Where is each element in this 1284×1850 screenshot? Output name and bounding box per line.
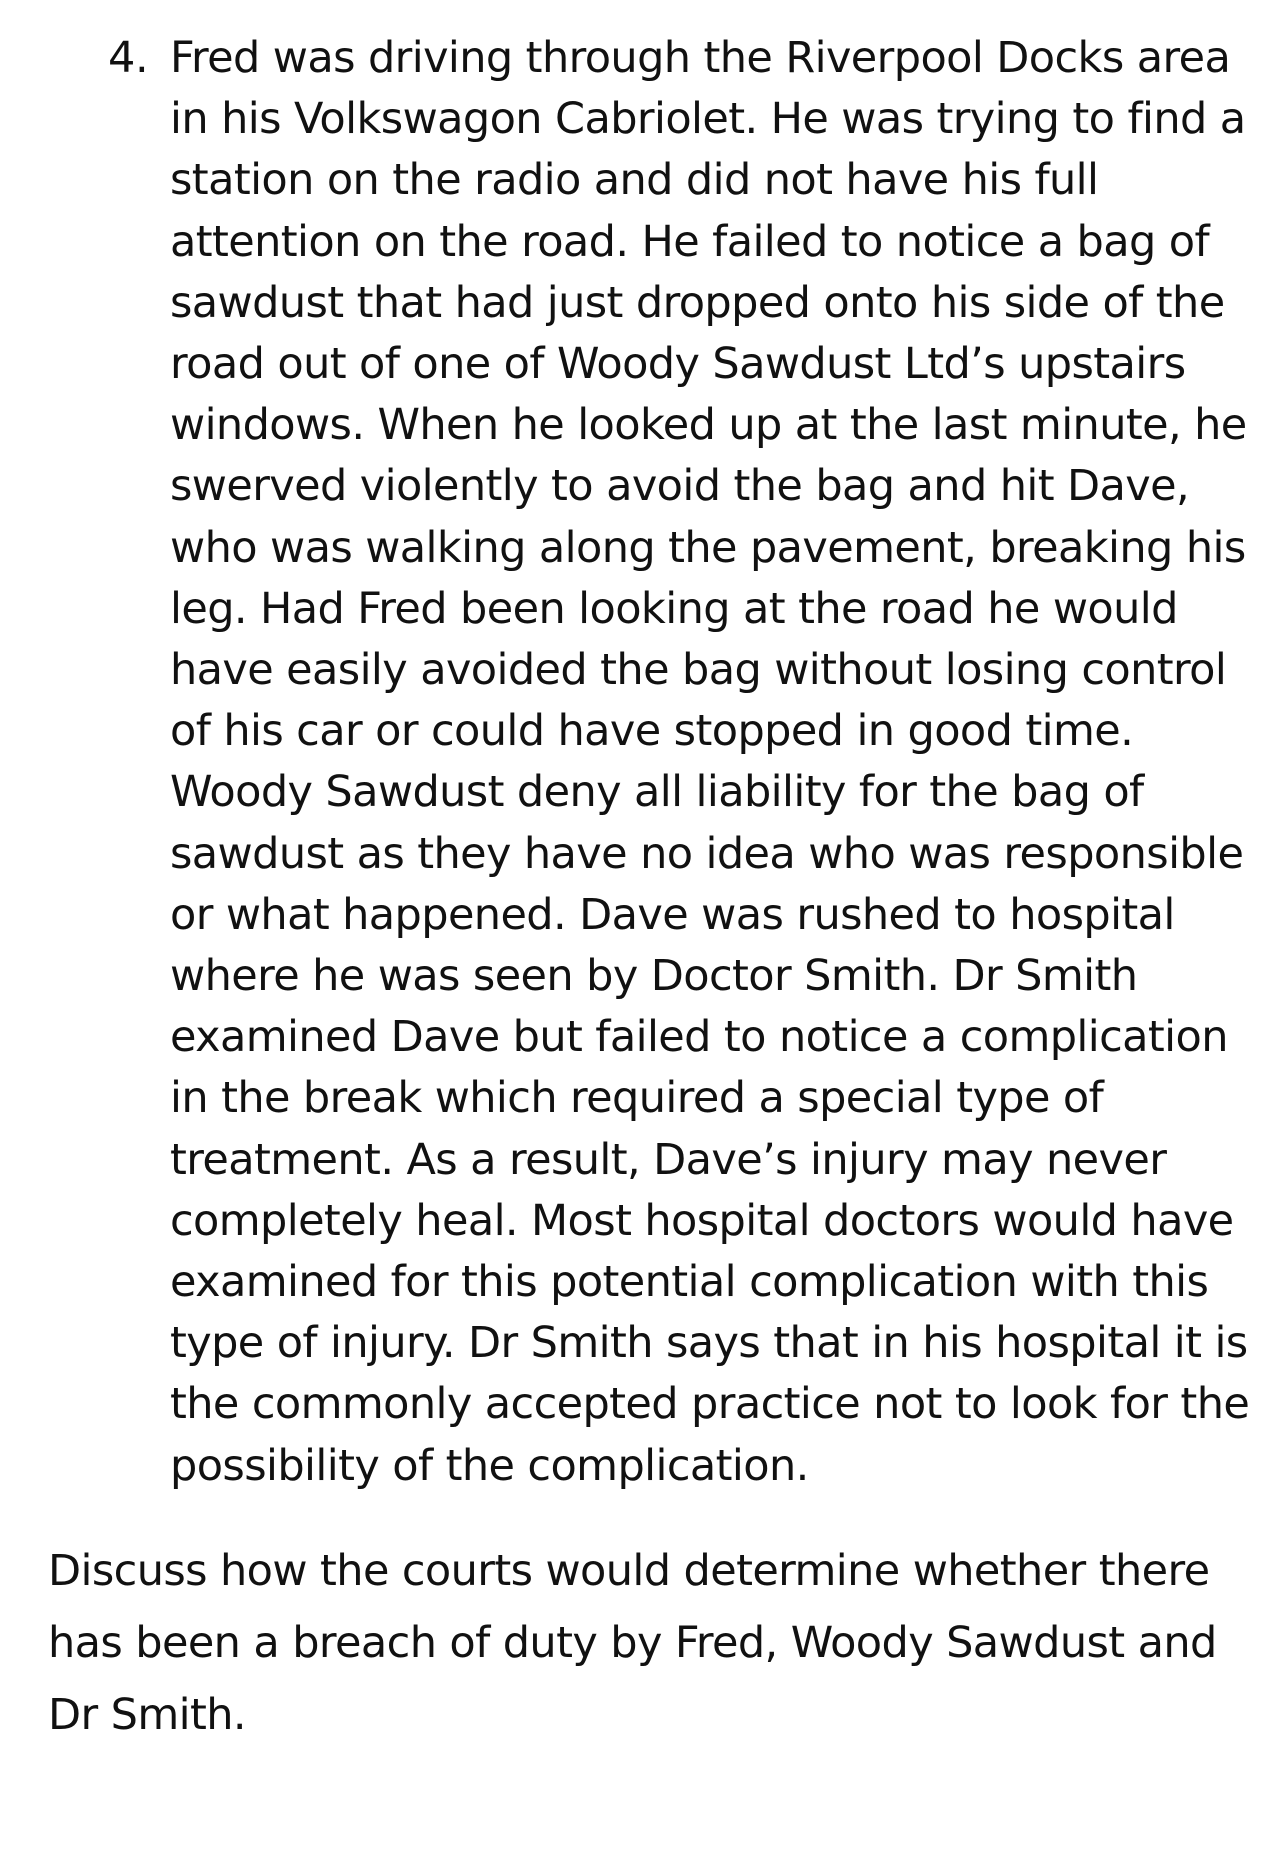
question-line: in the break which required a special type of	[170, 1073, 1104, 1124]
question-line: of his car or could have stopped in good time.	[170, 706, 1134, 757]
prompt-line: has been a breach of duty by Fred, Woody Sawdust and	[48, 1618, 1217, 1668]
prompt-line: Dr Smith.	[48, 1690, 246, 1740]
question-scenario-text	[170, 28, 1270, 1497]
question-line: completely heal. Most hospital doctors would have	[170, 1195, 1234, 1246]
question-line: Woody Sawdust deny all liability for the bag of	[170, 767, 1144, 818]
question-line: who was walking along the pavement, breaking his	[170, 522, 1246, 573]
question-line: treatment. As a result, Dave’s injury may never	[170, 1134, 1167, 1185]
question-line: road out of one of Woody Sawdust Ltd’s upstairs	[170, 339, 1186, 390]
question-line: in his Volkswagon Cabriolet. He was trying to find a	[170, 94, 1246, 145]
question-line: possibility of the complication.	[170, 1440, 809, 1491]
question-line: where he was seen by Doctor Smith. Dr Smith	[170, 951, 1138, 1002]
question-line: sawdust that had just dropped onto his side of the	[170, 277, 1225, 328]
question-line: sawdust as they have no idea who was responsible	[170, 828, 1244, 879]
question-line: or what happened. Dave was rushed to hospital	[170, 889, 1175, 940]
question-line: swerved violently to avoid the bag and hit Dave,	[170, 461, 1190, 512]
question-line: the commonly accepted practice not to look for the	[170, 1379, 1250, 1430]
question-line: have easily avoided the bag without losing control	[170, 645, 1227, 696]
question-line: attention on the road. He failed to notice a bag of	[170, 216, 1210, 267]
prompt-line: Discuss how the courts would determine whether there	[48, 1546, 1210, 1596]
question-line: station on the radio and did not have his full	[170, 155, 1099, 206]
question-line: examined Dave but failed to notice a complication	[170, 1012, 1228, 1063]
question-line: type of injury. Dr Smith says that in his hospital it is	[170, 1318, 1248, 1369]
discussion-prompt	[48, 1535, 1268, 1751]
question-line: examined for this potential complication with this	[170, 1257, 1209, 1308]
question-line: windows. When he looked up at the last minute, he	[170, 400, 1247, 451]
question-number: 4.	[108, 33, 149, 83]
question-line: leg. Had Fred been looking at the road he would	[170, 583, 1178, 634]
question-line: Fred was driving through the Riverpool Docks area	[170, 33, 1231, 83]
